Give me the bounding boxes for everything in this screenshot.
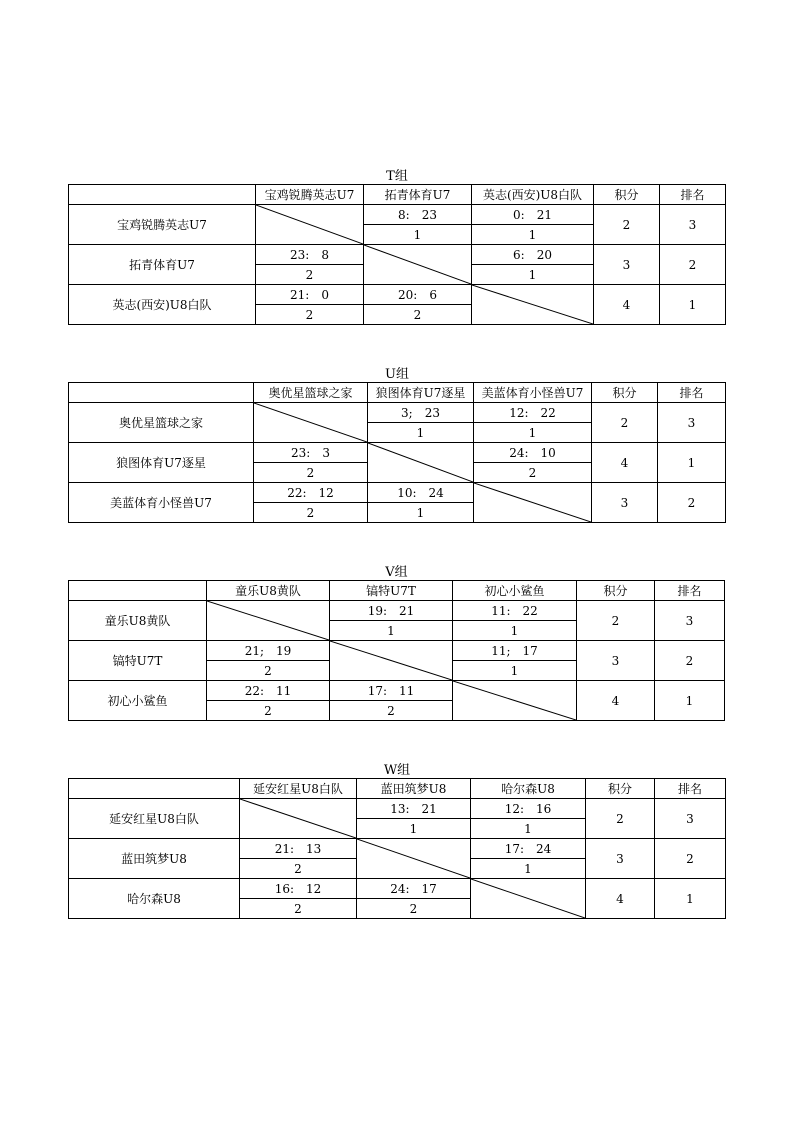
diagonal-slash-icon: [368, 443, 473, 482]
match-points: 2: [256, 265, 364, 285]
column-header: 哈尔森U8: [471, 779, 586, 799]
team-name: 英志(西安)U8白队: [69, 285, 256, 325]
match-points: 2: [207, 701, 330, 721]
score-home: 23:: [291, 445, 311, 460]
match-score: [472, 245, 594, 265]
corner-cell: [69, 185, 256, 205]
group-t: [68, 170, 726, 325]
score-home: 3;: [401, 405, 413, 420]
match-score: [330, 601, 453, 621]
team-name: 蓝田筑梦U8: [69, 839, 240, 879]
score-home: 23:: [290, 247, 310, 262]
score-away: 20: [536, 247, 552, 262]
column-header: 奥优星篮球之家: [254, 383, 368, 403]
diagonal-cell: [256, 205, 364, 245]
team-rank: 2: [655, 641, 725, 681]
score-away: 12: [318, 485, 334, 500]
match-points: 1: [472, 225, 594, 245]
points-header: 积分: [592, 383, 658, 403]
diagonal-slash-icon: [240, 799, 356, 838]
column-header: 英志(西安)U8白队: [472, 185, 594, 205]
column-header: 狼图体育U7逐星: [368, 383, 474, 403]
team-points: 2: [592, 403, 658, 443]
match-score: [368, 483, 474, 503]
match-score: [256, 245, 364, 265]
match-points: 1: [453, 661, 577, 681]
match-points: 2: [240, 899, 357, 919]
match-points: 2: [474, 463, 592, 483]
points-header: 积分: [577, 581, 655, 601]
score-away: 17: [421, 881, 437, 896]
match-score: [240, 879, 357, 899]
team-rank: 3: [655, 799, 726, 839]
score-home: 12:: [509, 405, 529, 420]
round-robin-table: [68, 778, 726, 919]
team-points: 2: [594, 205, 660, 245]
match-score: [453, 641, 577, 661]
team-name: 初心小鲨鱼: [69, 681, 207, 721]
match-points: 1: [364, 225, 472, 245]
match-score: [474, 403, 592, 423]
column-header: 童乐U8黄队: [207, 581, 330, 601]
match-score: [453, 601, 577, 621]
round-robin-table: [68, 184, 726, 325]
score-home: 12:: [504, 801, 525, 816]
score-away: 12: [306, 881, 322, 896]
table-row: [69, 285, 726, 305]
table-row: [69, 205, 726, 225]
points-header: 积分: [586, 779, 655, 799]
round-robin-table: [68, 580, 725, 721]
team-points: 4: [586, 879, 655, 919]
diagonal-slash-icon: [254, 403, 367, 442]
team-rank: 1: [655, 879, 726, 919]
table-row: [69, 641, 725, 661]
rank-header: 排名: [660, 185, 726, 205]
match-score: [471, 799, 586, 819]
score-away: 23: [421, 207, 437, 222]
table-row: [69, 799, 726, 819]
rank-header: 排名: [655, 581, 725, 601]
corner-cell: [69, 383, 254, 403]
score-away: 17: [522, 643, 538, 658]
match-points: 2: [357, 899, 471, 919]
diagonal-cell: [474, 483, 592, 523]
match-points: 2: [254, 503, 368, 523]
team-points: 3: [594, 245, 660, 285]
match-points: 1: [472, 265, 594, 285]
team-rank: 1: [658, 443, 726, 483]
score-home: 11;: [491, 643, 511, 658]
match-score: [474, 443, 592, 463]
team-points: 4: [577, 681, 655, 721]
match-score: [254, 483, 368, 503]
score-away: 3: [322, 445, 330, 460]
diagonal-cell: [471, 879, 586, 919]
header-row: [69, 779, 726, 799]
score-home: 19:: [367, 603, 388, 618]
match-score: [368, 403, 474, 423]
score-away: 11: [276, 683, 292, 698]
score-home: 13:: [390, 801, 410, 816]
team-rank: 1: [660, 285, 726, 325]
score-away: 10: [540, 445, 556, 460]
team-name: 狼图体育U7逐星: [69, 443, 254, 483]
diagonal-slash-icon: [207, 601, 329, 640]
score-away: 11: [399, 683, 415, 698]
header-row: [69, 581, 725, 601]
match-points: 1: [368, 503, 474, 523]
team-name: 镐特U7T: [69, 641, 207, 681]
match-score: [364, 205, 472, 225]
match-score: [240, 839, 357, 859]
match-points: 2: [254, 463, 368, 483]
table-row: [69, 681, 725, 701]
team-points: 4: [594, 285, 660, 325]
score-home: 21:: [290, 287, 310, 302]
group-title: U组: [385, 367, 409, 382]
match-points: 1: [471, 859, 586, 879]
diagonal-cell: [240, 799, 357, 839]
column-header: 美蓝体育小怪兽U7: [474, 383, 592, 403]
diagonal-cell: [368, 443, 474, 483]
team-rank: 1: [655, 681, 725, 721]
match-points: 2: [207, 661, 330, 681]
score-away: 21: [421, 801, 437, 816]
corner-cell: [69, 581, 207, 601]
match-score: [357, 799, 471, 819]
match-points: 1: [368, 423, 474, 443]
column-header: 延安红星U8白队: [240, 779, 357, 799]
score-away: 24: [428, 485, 444, 500]
diagonal-slash-icon: [474, 483, 591, 522]
corner-cell: [69, 779, 240, 799]
diagonal-slash-icon: [330, 641, 452, 680]
match-points: 2: [256, 305, 364, 325]
rank-header: 排名: [658, 383, 726, 403]
table-row: [69, 839, 726, 859]
column-header: 蓝田筑梦U8: [357, 779, 471, 799]
diagonal-slash-icon: [472, 285, 593, 324]
score-away: 21: [399, 603, 415, 618]
match-score: [256, 285, 364, 305]
score-home: 10:: [397, 485, 417, 500]
match-points: 1: [453, 621, 577, 641]
score-home: 22:: [244, 683, 265, 698]
group-title: W组: [383, 763, 411, 778]
score-away: 6: [429, 287, 437, 302]
team-points: 3: [592, 483, 658, 523]
team-name: 哈尔森U8: [69, 879, 240, 919]
score-away: 16: [536, 801, 552, 816]
table-row: [69, 483, 726, 503]
team-points: 2: [577, 601, 655, 641]
diagonal-slash-icon: [453, 681, 576, 720]
diagonal-cell: [453, 681, 577, 721]
score-away: 22: [522, 603, 538, 618]
team-points: 4: [592, 443, 658, 483]
team-rank: 3: [658, 403, 726, 443]
match-score: [472, 205, 594, 225]
score-away: 23: [424, 405, 440, 420]
rank-header: 排名: [655, 779, 726, 799]
team-rank: 2: [655, 839, 726, 879]
score-home: 16:: [274, 881, 295, 896]
score-home: 17:: [367, 683, 388, 698]
points-header: 积分: [594, 185, 660, 205]
column-header: 宝鸡锐腾英志U7: [256, 185, 364, 205]
round-robin-table: [68, 382, 726, 523]
score-away: 19: [276, 643, 292, 658]
table-row: [69, 601, 725, 621]
diagonal-cell: [364, 245, 472, 285]
table-row: [69, 403, 726, 423]
table-row: [69, 443, 726, 463]
group-u: [68, 368, 726, 523]
diagonal-slash-icon: [256, 205, 363, 244]
match-points: 2: [330, 701, 453, 721]
match-score: [357, 879, 471, 899]
score-home: 20:: [398, 287, 418, 302]
group-v: [68, 566, 725, 721]
score-home: 22:: [287, 485, 307, 500]
match-score: [330, 681, 453, 701]
score-home: 21;: [244, 643, 265, 658]
team-rank: 2: [658, 483, 726, 523]
team-rank: 3: [655, 601, 725, 641]
match-score: [207, 681, 330, 701]
match-score: [471, 839, 586, 859]
table-row: [69, 879, 726, 899]
team-points: 3: [577, 641, 655, 681]
score-home: 0:: [513, 207, 525, 222]
team-rank: 2: [660, 245, 726, 285]
score-home: 24:: [390, 881, 410, 896]
diagonal-cell: [330, 641, 453, 681]
match-score: [254, 443, 368, 463]
diagonal-slash-icon: [357, 839, 470, 878]
match-points: 1: [471, 819, 586, 839]
team-name: 宝鸡锐腾英志U7: [69, 205, 256, 245]
team-name: 延安红星U8白队: [69, 799, 240, 839]
group-title: T组: [386, 169, 408, 184]
score-away: 21: [536, 207, 552, 222]
score-home: 24:: [509, 445, 529, 460]
table-row: [69, 245, 726, 265]
column-header: 初心小鲨鱼: [453, 581, 577, 601]
score-away: 8: [321, 247, 329, 262]
group-title: V组: [385, 565, 408, 580]
header-row: [69, 185, 726, 205]
column-header: 拓青体育U7: [364, 185, 472, 205]
diagonal-cell: [207, 601, 330, 641]
team-points: 2: [586, 799, 655, 839]
match-points: 2: [364, 305, 472, 325]
score-home: 8:: [398, 207, 410, 222]
team-name: 美蓝体育小怪兽U7: [69, 483, 254, 523]
team-name: 奥优星篮球之家: [69, 403, 254, 443]
diagonal-slash-icon: [364, 245, 471, 284]
match-score: [364, 285, 472, 305]
match-points: 1: [330, 621, 453, 641]
diagonal-cell: [254, 403, 368, 443]
team-rank: 3: [660, 205, 726, 245]
score-home: 11:: [491, 603, 511, 618]
diagonal-cell: [472, 285, 594, 325]
score-home: 21:: [274, 841, 295, 856]
match-points: 1: [474, 423, 592, 443]
score-away: 13: [306, 841, 322, 856]
score-away: 0: [321, 287, 329, 302]
diagonal-slash-icon: [471, 879, 585, 918]
team-name: 童乐U8黄队: [69, 601, 207, 641]
score-away: 22: [540, 405, 556, 420]
team-name: 拓青体育U7: [69, 245, 256, 285]
match-points: 2: [240, 859, 357, 879]
column-header: 镐特U7T: [330, 581, 453, 601]
team-points: 3: [586, 839, 655, 879]
group-w: [68, 764, 726, 919]
diagonal-cell: [357, 839, 471, 879]
score-home: 6:: [513, 247, 525, 262]
match-points: 1: [357, 819, 471, 839]
match-score: [207, 641, 330, 661]
header-row: [69, 383, 726, 403]
score-away: 24: [536, 841, 552, 856]
score-home: 17:: [504, 841, 525, 856]
